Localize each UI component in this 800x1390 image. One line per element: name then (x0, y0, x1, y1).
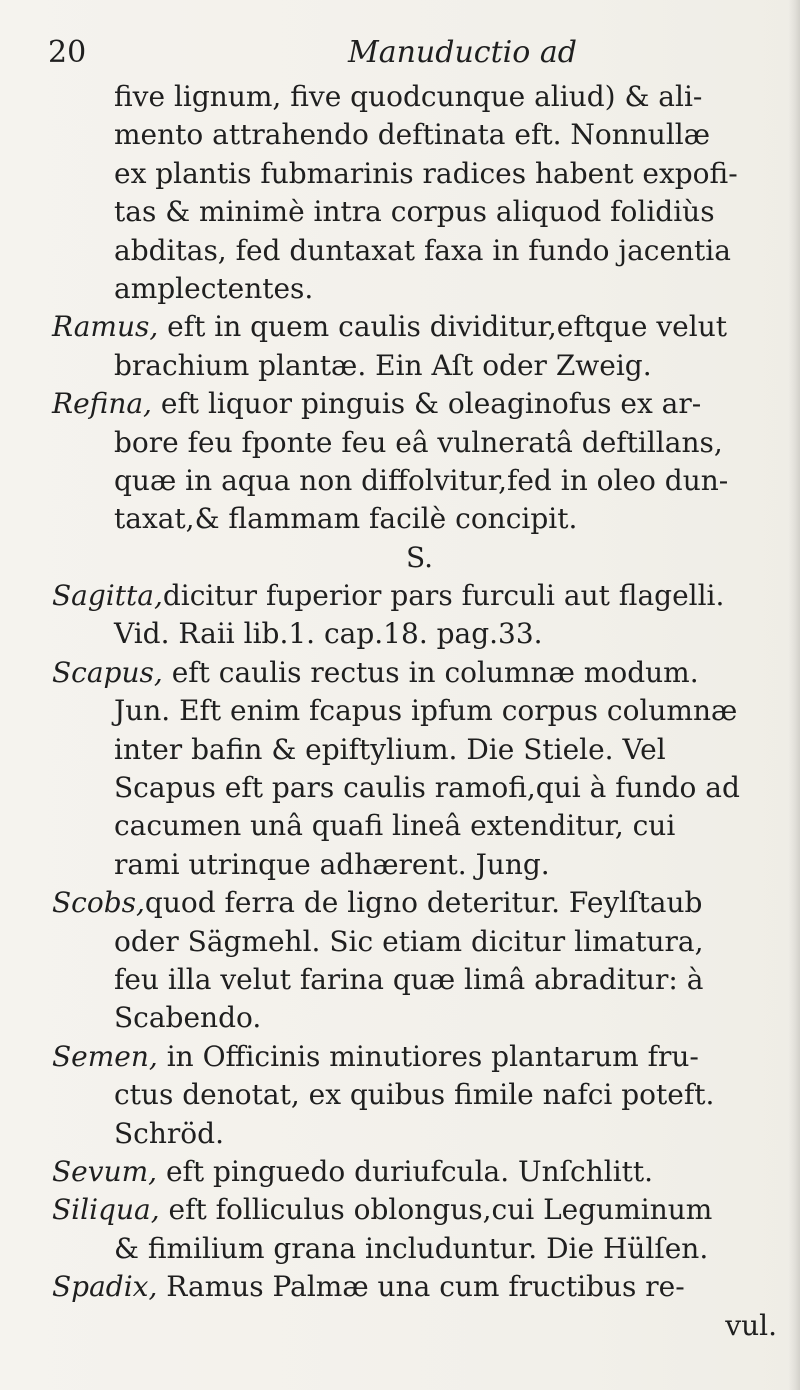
text-line (52, 155, 787, 193)
line-text: quod ferra de ligno deteritur. Feylſtaub (144, 886, 703, 920)
line-text: eft caulis rectus in columnæ modum. (162, 655, 699, 689)
entry-term: Spadix, (52, 1270, 158, 1304)
line-text: eft pinguedo duriufcula. Unſchlitt. (157, 1154, 654, 1188)
line-text: amplectentes. (114, 271, 314, 305)
line-text: Ramus Palmæ una cum fructibus re- (157, 1270, 685, 1304)
line-text: tas & minimè intra corpus aliquod folidiùs (114, 195, 715, 229)
page-edge-shadow (788, 0, 800, 1390)
text-line (52, 692, 787, 730)
entry-line (52, 654, 787, 692)
entry-line (52, 385, 787, 423)
text-line (52, 961, 787, 999)
text-line (52, 193, 787, 231)
text-line (52, 999, 787, 1037)
line-text: dicitur fuperior pars furculi aut flagelli. (162, 579, 725, 613)
entry-line (52, 1038, 787, 1076)
line-text: eft in quem caulis dividitur,eftque velut (158, 310, 727, 344)
entry-line (52, 1191, 787, 1229)
entry-term: Siliqua, (52, 1193, 160, 1227)
page-header (48, 30, 748, 76)
line-text: abditas, fed duntaxat faxa in fundo jacentia (114, 233, 731, 267)
line-text: eft folliculus oblongus,cui Leguminum (159, 1193, 713, 1227)
entry-term: Sevum, (52, 1154, 158, 1188)
text-line (52, 116, 787, 154)
entry-term: Semen, (52, 1039, 158, 1073)
entry-term: Scapus, (52, 655, 163, 689)
text-line (52, 846, 787, 884)
entry-term: Refina, (52, 387, 152, 421)
line-text: & fimilium grana includuntur. Die Hülſen. (114, 1231, 709, 1265)
line-text: vul. (725, 1308, 777, 1342)
line-text: inter bafin & epiftylium. Die Stiele. Vel (114, 732, 666, 766)
entry-line (52, 1268, 787, 1306)
entry-line (52, 884, 787, 922)
page-number: 20 (48, 35, 87, 70)
line-text: feu illa velut farina quæ limâ abraditur: à (114, 962, 704, 996)
entry-term: Scobs, (52, 886, 145, 920)
line-text: S. (405, 540, 434, 574)
text-line (52, 1307, 787, 1345)
line-text: Jun. Eft enim fcapus ipfum corpus columnæ (114, 694, 738, 728)
text-line (52, 270, 787, 308)
text-line (52, 923, 787, 961)
line-text: oder Sägmehl. Sic etiam dicitur limatura, (114, 924, 704, 958)
line-text: Schröd. (114, 1116, 224, 1150)
text-line (52, 615, 787, 653)
line-text: rami utrinque adhærent. Jung. (114, 847, 550, 881)
text-line (52, 1230, 787, 1268)
line-text: Scabendo. (114, 1001, 262, 1035)
line-text: bore feu fponte feu eâ vulneratâ deftillans, (114, 425, 723, 459)
text-line (52, 78, 787, 116)
line-text: ex plantis fubmarinis radices habent expofi- (114, 156, 738, 190)
line-text: quæ in aqua non diffolvitur,fed in oleo dun- (114, 463, 729, 497)
entry-line (52, 1153, 787, 1191)
text-line (52, 769, 787, 807)
line-text: eft liquor pinguis & oleaginofus ex ar- (151, 387, 702, 421)
line-text: brachium plantæ. Ein Aſt oder Zweig. (114, 348, 652, 382)
glossary-text (52, 78, 787, 1345)
line-text: mento attrahendo deftinata eft. Nonnullæ (114, 118, 711, 152)
entry-term: Sagitta, (52, 579, 163, 613)
entry-line (52, 308, 787, 346)
text-line (52, 232, 787, 270)
text-line (52, 539, 787, 577)
text-line (52, 424, 787, 462)
line-text: ctus denotat, ex quibus fimile nafci poteft. (114, 1078, 715, 1112)
line-text: in Officinis minutiores plantarum fru- (157, 1039, 699, 1073)
line-text: Vid. Raii lib.1. cap.18. pag.33. (114, 617, 543, 651)
text-line (52, 347, 787, 385)
text-line (52, 462, 787, 500)
text-line (52, 1115, 787, 1153)
line-text: Scapus eft pars caulis ramofi,qui à fundo ad (114, 771, 740, 805)
text-line (52, 500, 787, 538)
entry-line (52, 577, 787, 615)
entry-term: Ramus, (52, 310, 159, 344)
line-text: five lignum, five quodcunque aliud) & ali- (114, 80, 703, 113)
text-line (52, 807, 787, 845)
line-text: taxat,& flammam facilè concipit. (114, 502, 578, 536)
text-line (52, 1076, 787, 1114)
line-text: cacumen unâ quafi lineâ extenditur, cui (114, 809, 676, 843)
running-title: Manuductio ad (348, 35, 577, 70)
text-line (52, 731, 787, 769)
